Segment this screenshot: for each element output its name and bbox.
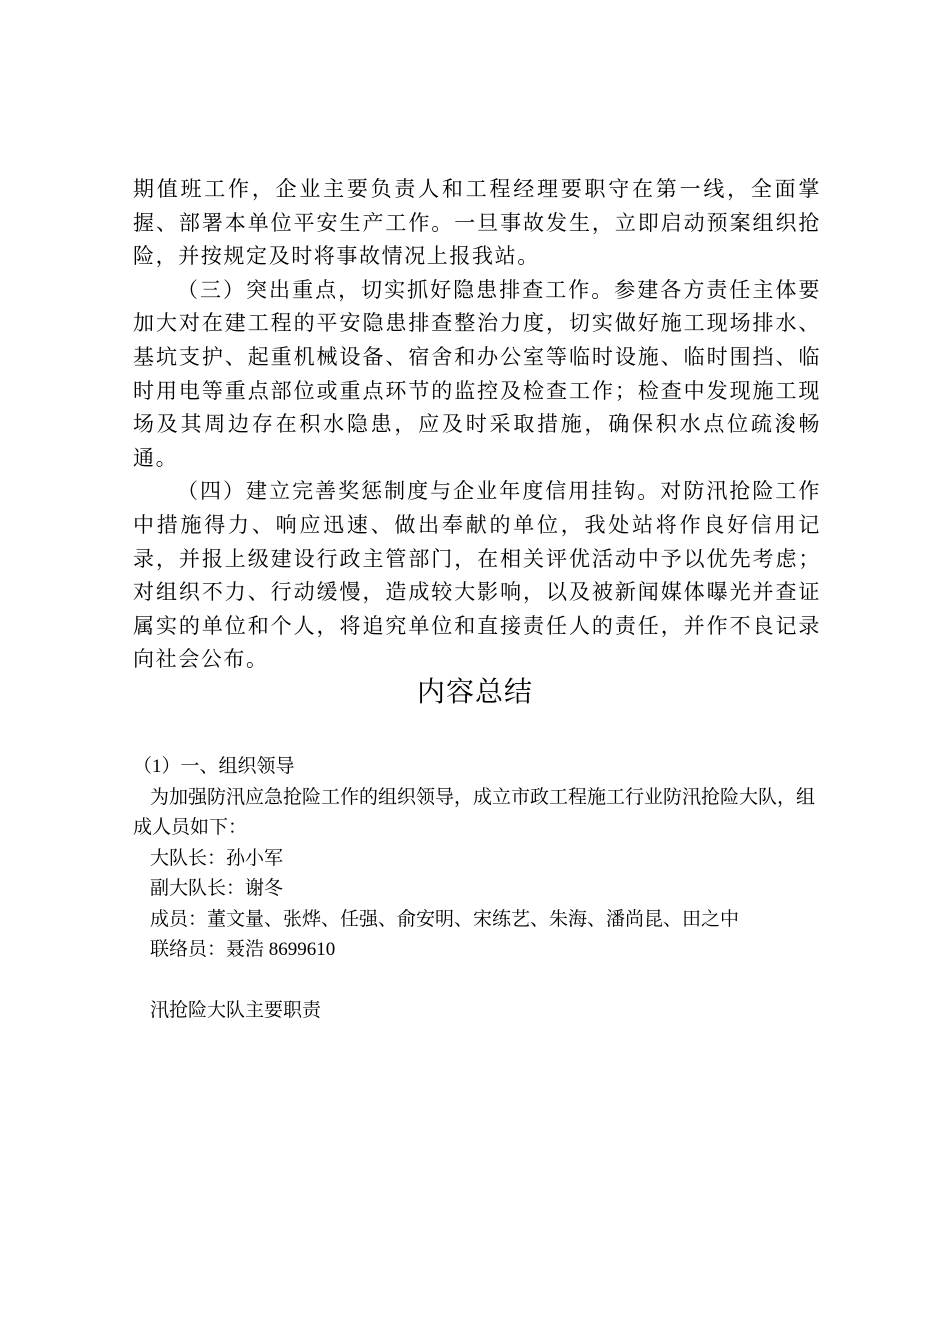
summary-section [133,752,823,1026]
paragraph-section-three: （三）突出重点，切实抓好隐患排查工作。参建各方责任主体要加大对在建工程的平安隐患排查整治力度，切实做好施工现场排水、基坑支护、起重机械设备、宿舍和办公室等临时设施、临时围挡、临时用电等重点部位或重点环节的监控及检查工作；检查中发现施工现场及其周边存在积水隐患，应及时采取措施，确保积水点位疏浚畅通。 [133,277,821,470]
paragraph-continued: 期值班工作，企业主要负责人和工程经理要职守在第一线，全面掌握、部署本单位平安生产工作。一旦事故发生，立即启动预案组织抢险，并按规定及时将事故情况上报我站。 [133,177,821,269]
spacer [133,966,823,996]
body-text [133,173,821,677]
duties-heading: 汛抢险大队主要职责 [150,999,322,1021]
summary-title: 内容总结 [416,675,533,708]
members-line: 成员：董文量、张烨、任强、俞安明、宋练艺、朱海、潘尚昆、田之中 [150,908,740,930]
captain-line: 大队长：孙小军 [150,847,284,869]
summary-heading: （1）一、组织领导 [133,756,295,777]
contact-line: 联络员：聂浩 8699610 [150,939,336,960]
vice-captain-line: 副大队长：谢冬 [150,878,284,899]
summary-intro: 为加强防汛应急抢险工作的组织领导，成立市政工程施工行业防汛抢险大队，组成人员如下： [133,786,816,838]
paragraph-section-four: （四）建立完善奖惩制度与企业年度信用挂钩。对防汛抢险工作中措施得力、响应迅速、做出奉献的单位，我处站将作良好信用记录，并报上级建设行政主管部门，在相关评优活动中予以优先考虑；对组织不力、行动缓慢，造成较大影响，以及被新闻媒体曝光并查证属实的单位和个人，将追究单位和直接责任人的责任，并作不良记录向社会公布。 [133,479,821,672]
